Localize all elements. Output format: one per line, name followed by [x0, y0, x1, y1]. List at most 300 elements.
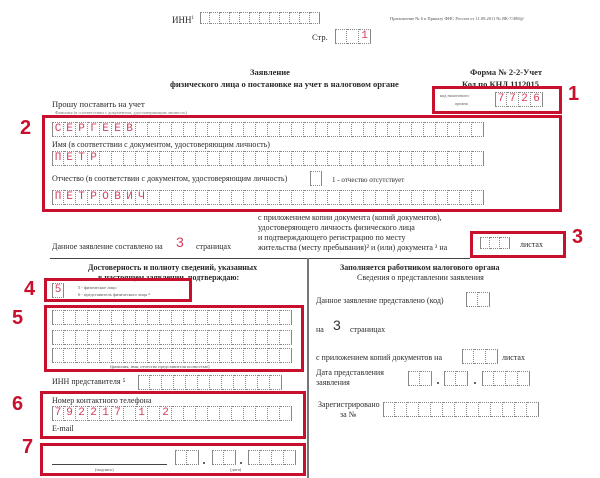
input-cell[interactable]	[388, 190, 400, 205]
input-cell[interactable]	[198, 375, 210, 390]
input-cell[interactable]: Р	[88, 151, 100, 166]
input-cell[interactable]	[376, 151, 388, 166]
input-cell[interactable]	[364, 151, 376, 166]
input-cell[interactable]	[244, 122, 256, 137]
input-cell[interactable]	[136, 348, 148, 363]
input-cell[interactable]	[290, 12, 300, 24]
input-cell[interactable]	[246, 375, 258, 390]
input-cell[interactable]	[280, 330, 292, 345]
input-cell[interactable]	[76, 348, 88, 363]
input-cell[interactable]	[187, 450, 199, 465]
input-cell[interactable]	[527, 402, 539, 417]
input-cell[interactable]	[292, 190, 304, 205]
input-cell[interactable]	[335, 29, 347, 44]
input-cell[interactable]	[256, 330, 268, 345]
attachments-line-3: и подтверждающего регистрацию по месту	[258, 233, 406, 242]
input-cell[interactable]	[304, 151, 316, 166]
signer-option-1: 5 - физическое лицо	[78, 285, 117, 290]
input-cell[interactable]: С	[52, 122, 64, 137]
input-cell[interactable]: В	[112, 190, 124, 205]
input-cell[interactable]	[462, 349, 474, 364]
input-cell[interactable]	[256, 310, 268, 325]
input-cell[interactable]	[407, 402, 419, 417]
input-cell[interactable]	[184, 190, 196, 205]
input-cell[interactable]	[184, 151, 196, 166]
input-cell[interactable]	[250, 12, 260, 24]
input-cell[interactable]	[340, 122, 352, 137]
input-cell[interactable]	[494, 371, 506, 386]
input-cell[interactable]	[268, 151, 280, 166]
registration-number-cells[interactable]	[383, 402, 539, 417]
input-cell[interactable]	[270, 375, 282, 390]
input-cell[interactable]	[148, 310, 160, 325]
no-patronymic-checkbox[interactable]	[310, 171, 322, 186]
input-cell[interactable]	[76, 330, 88, 345]
input-cell[interactable]	[175, 450, 187, 465]
office-pages-suffix: страницах	[350, 325, 386, 334]
input-cell[interactable]	[184, 406, 196, 421]
input-cell[interactable]	[160, 151, 172, 166]
input-cell[interactable]	[260, 450, 272, 465]
input-cell[interactable]	[328, 190, 340, 205]
input-cell[interactable]	[268, 406, 280, 421]
input-cell[interactable]: Г	[88, 122, 100, 137]
input-cell[interactable]	[244, 151, 256, 166]
input-cell[interactable]	[304, 122, 316, 137]
input-cell[interactable]	[220, 310, 232, 325]
input-cell[interactable]	[172, 348, 184, 363]
date-separator	[437, 382, 439, 384]
input-cell[interactable]	[136, 310, 148, 325]
input-cell[interactable]	[472, 151, 484, 166]
input-cell[interactable]	[208, 151, 220, 166]
input-cell[interactable]	[240, 12, 250, 24]
input-cell[interactable]	[518, 371, 530, 386]
signer-option-2: 6 - представитель физического лица ⁴	[78, 292, 150, 297]
tax-office-label-1: код налогового	[440, 93, 469, 98]
input-cell[interactable]	[212, 450, 224, 465]
input-cell[interactable]	[400, 151, 412, 166]
input-cell[interactable]	[412, 190, 424, 205]
input-cell[interactable]: Е	[100, 122, 112, 137]
input-cell[interactable]: 1	[136, 406, 148, 421]
attachments-line-1: с приложением копии документа (копий документов),	[258, 213, 442, 222]
input-cell[interactable]	[64, 310, 76, 325]
input-cell[interactable]	[256, 348, 268, 363]
input-cell[interactable]	[184, 310, 196, 325]
input-cell[interactable]	[248, 450, 260, 465]
input-cell[interactable]	[460, 151, 472, 166]
input-cell[interactable]: 6	[531, 92, 543, 107]
patronymic-cells[interactable]	[52, 190, 552, 205]
input-cell[interactable]	[52, 310, 64, 325]
input-cell[interactable]	[400, 190, 412, 205]
input-cell[interactable]	[232, 122, 244, 137]
input-cell[interactable]	[280, 190, 292, 205]
input-cell[interactable]	[436, 122, 448, 137]
input-cell[interactable]	[352, 190, 364, 205]
input-cell[interactable]	[184, 122, 196, 137]
input-cell[interactable]: Е	[64, 151, 76, 166]
input-cell[interactable]	[244, 190, 256, 205]
input-cell[interactable]	[162, 375, 174, 390]
input-cell[interactable]	[500, 237, 510, 249]
input-cell[interactable]	[316, 190, 328, 205]
input-cell[interactable]	[150, 375, 162, 390]
input-cell[interactable]	[292, 151, 304, 166]
input-cell[interactable]: 7	[495, 92, 507, 107]
input-cell[interactable]	[208, 122, 220, 137]
input-cell[interactable]	[515, 402, 527, 417]
input-cell[interactable]: 7	[507, 92, 519, 107]
input-cell[interactable]	[220, 122, 232, 137]
input-cell[interactable]	[260, 12, 270, 24]
input-cell[interactable]	[503, 402, 515, 417]
input-cell[interactable]	[52, 330, 64, 345]
input-cell[interactable]	[220, 406, 232, 421]
submission-date-day[interactable]	[408, 371, 432, 386]
representative-row-1[interactable]	[52, 310, 292, 325]
input-cell[interactable]	[340, 151, 352, 166]
input-cell[interactable]	[300, 12, 310, 24]
input-cell[interactable]: 7	[112, 406, 124, 421]
marker-3: 3	[572, 226, 584, 248]
input-cell[interactable]	[424, 190, 436, 205]
input-cell[interactable]	[224, 450, 236, 465]
input-cell[interactable]: Ч	[136, 190, 148, 205]
input-cell[interactable]	[200, 12, 210, 24]
input-cell[interactable]	[352, 151, 364, 166]
input-cell[interactable]	[460, 122, 472, 137]
input-cell[interactable]	[364, 190, 376, 205]
input-cell[interactable]	[172, 330, 184, 345]
input-cell[interactable]	[112, 310, 124, 325]
input-cell[interactable]	[256, 406, 268, 421]
section-divider	[50, 258, 470, 259]
input-cell[interactable]	[412, 122, 424, 137]
input-cell[interactable]: Р	[88, 190, 100, 205]
input-cell[interactable]: 1	[100, 406, 112, 421]
rep-inn-cells[interactable]	[138, 375, 282, 390]
input-cell[interactable]	[448, 190, 460, 205]
input-cell[interactable]	[232, 310, 244, 325]
input-cell[interactable]: 2	[160, 406, 172, 421]
input-cell[interactable]	[160, 190, 172, 205]
input-cell[interactable]	[112, 348, 124, 363]
input-cell[interactable]	[88, 310, 100, 325]
attachments-sheets-cells[interactable]	[480, 237, 510, 249]
input-cell[interactable]	[244, 406, 256, 421]
input-cell[interactable]	[482, 371, 494, 386]
input-cell[interactable]	[328, 122, 340, 137]
input-cell[interactable]	[268, 348, 280, 363]
submission-date-month[interactable]	[444, 371, 468, 386]
input-cell[interactable]	[506, 371, 518, 386]
input-cell[interactable]	[196, 330, 208, 345]
input-cell[interactable]	[364, 122, 376, 137]
input-cell[interactable]	[88, 330, 100, 345]
input-cell[interactable]	[124, 330, 136, 345]
input-cell[interactable]	[280, 12, 290, 24]
input-cell[interactable]	[244, 330, 256, 345]
input-cell[interactable]	[196, 348, 208, 363]
input-cell[interactable]	[172, 406, 184, 421]
input-cell[interactable]	[272, 450, 284, 465]
input-cell[interactable]	[419, 402, 431, 417]
input-cell[interactable]	[280, 122, 292, 137]
input-cell[interactable]	[424, 151, 436, 166]
input-cell[interactable]: Т	[76, 190, 88, 205]
input-cell[interactable]: 2	[76, 406, 88, 421]
signer-type-cell[interactable]: 5	[52, 283, 64, 298]
input-cell[interactable]	[460, 190, 472, 205]
input-cell[interactable]	[148, 330, 160, 345]
input-cell[interactable]	[222, 375, 234, 390]
office-attach-suffix: листах	[502, 353, 525, 362]
input-cell[interactable]	[244, 348, 256, 363]
input-cell[interactable]	[347, 29, 359, 44]
input-cell[interactable]	[124, 310, 136, 325]
input-cell[interactable]	[292, 122, 304, 137]
input-cell[interactable]: 2	[519, 92, 531, 107]
input-cell[interactable]	[424, 122, 436, 137]
input-cell[interactable]	[174, 375, 186, 390]
input-cell[interactable]	[124, 151, 136, 166]
inn-cells[interactable]	[200, 12, 320, 24]
input-cell[interactable]	[376, 122, 388, 137]
office-pages-value[interactable]: 3	[333, 317, 341, 333]
input-cell[interactable]	[420, 371, 432, 386]
input-cell[interactable]	[232, 151, 244, 166]
sign-date-year[interactable]	[248, 450, 296, 465]
input-cell[interactable]	[184, 348, 196, 363]
input-cell[interactable]	[124, 406, 136, 421]
input-cell[interactable]	[328, 151, 340, 166]
input-cell[interactable]	[444, 371, 456, 386]
input-cell[interactable]	[234, 375, 246, 390]
input-cell[interactable]	[184, 330, 196, 345]
input-cell[interactable]	[208, 348, 220, 363]
input-cell[interactable]	[100, 310, 112, 325]
input-cell[interactable]: О	[100, 190, 112, 205]
input-cell[interactable]: 9	[64, 406, 76, 421]
input-cell[interactable]	[160, 348, 172, 363]
marker-6: 6	[12, 393, 24, 415]
input-cell[interactable]	[196, 406, 208, 421]
input-cell[interactable]	[76, 310, 88, 325]
input-cell[interactable]	[160, 310, 172, 325]
input-cell[interactable]	[490, 237, 500, 249]
input-cell[interactable]	[172, 310, 184, 325]
input-cell[interactable]	[400, 122, 412, 137]
input-cell[interactable]	[258, 375, 270, 390]
input-cell[interactable]	[388, 151, 400, 166]
input-cell[interactable]	[388, 122, 400, 137]
phone-cells[interactable]	[52, 406, 292, 421]
sign-date-month[interactable]	[212, 450, 236, 465]
input-cell[interactable]	[352, 122, 364, 137]
input-cell[interactable]	[112, 330, 124, 345]
input-cell[interactable]	[160, 330, 172, 345]
input-cell[interactable]	[268, 122, 280, 137]
name-cells[interactable]	[52, 151, 552, 166]
input-cell[interactable]	[232, 190, 244, 205]
input-cell[interactable]	[479, 402, 491, 417]
input-cell[interactable]	[196, 190, 208, 205]
input-cell[interactable]	[100, 151, 112, 166]
input-cell[interactable]	[436, 190, 448, 205]
input-cell[interactable]	[472, 190, 484, 205]
input-cell[interactable]	[256, 151, 268, 166]
input-cell[interactable]	[64, 348, 76, 363]
input-cell[interactable]	[280, 406, 292, 421]
input-cell[interactable]	[220, 190, 232, 205]
input-cell[interactable]	[456, 371, 468, 386]
input-cell[interactable]	[136, 151, 148, 166]
input-cell[interactable]	[196, 122, 208, 137]
input-cell[interactable]	[232, 406, 244, 421]
input-cell[interactable]: П	[52, 151, 64, 166]
input-cell[interactable]: Р	[76, 122, 88, 137]
input-cell[interactable]	[316, 122, 328, 137]
input-cell[interactable]	[172, 151, 184, 166]
input-cell[interactable]	[270, 12, 280, 24]
page-label: Стр.	[312, 32, 328, 42]
input-cell[interactable]	[172, 122, 184, 137]
input-cell[interactable]	[100, 330, 112, 345]
input-cell[interactable]	[208, 330, 220, 345]
input-cell[interactable]	[136, 122, 148, 137]
input-cell[interactable]	[138, 375, 150, 390]
input-cell[interactable]	[256, 122, 268, 137]
representative-row-3[interactable]	[52, 348, 292, 363]
input-cell[interactable]	[220, 348, 232, 363]
input-cell[interactable]	[431, 402, 443, 417]
submission-date-year[interactable]	[482, 371, 530, 386]
input-cell[interactable]	[466, 292, 478, 307]
input-cell[interactable]	[256, 190, 268, 205]
input-cell[interactable]	[208, 310, 220, 325]
input-cell[interactable]	[310, 12, 320, 24]
input-cell[interactable]	[474, 349, 486, 364]
sign-date-day[interactable]	[175, 450, 199, 465]
input-cell[interactable]: Е	[112, 122, 124, 137]
input-cell[interactable]	[52, 348, 64, 363]
pages-value[interactable]: 3	[176, 234, 184, 250]
input-cell[interactable]	[486, 349, 498, 364]
attachments-line-2: удостоверяющего личность физического лица	[258, 223, 415, 232]
input-cell[interactable]	[196, 310, 208, 325]
representative-row-2[interactable]	[52, 330, 292, 345]
surname-cells[interactable]	[52, 122, 552, 137]
input-cell[interactable]	[395, 402, 407, 417]
input-cell[interactable]	[148, 348, 160, 363]
input-cell[interactable]	[230, 12, 240, 24]
input-cell[interactable]	[232, 330, 244, 345]
input-cell[interactable]	[124, 348, 136, 363]
office-attach-cells[interactable]	[462, 349, 498, 364]
input-cell[interactable]	[208, 406, 220, 421]
input-cell[interactable]	[304, 190, 316, 205]
input-cell[interactable]: В	[124, 122, 136, 137]
marker-4: 4	[24, 278, 36, 300]
input-cell[interactable]	[196, 151, 208, 166]
input-cell[interactable]	[408, 371, 420, 386]
input-cell[interactable]	[284, 450, 296, 465]
input-cell[interactable]	[64, 330, 76, 345]
signature-line[interactable]	[52, 464, 167, 465]
input-cell[interactable]	[244, 310, 256, 325]
input-cell[interactable]	[220, 330, 232, 345]
input-cell[interactable]	[148, 122, 160, 137]
input-cell[interactable]	[172, 190, 184, 205]
input-cell[interactable]	[268, 190, 280, 205]
input-cell[interactable]	[448, 122, 460, 137]
input-cell[interactable]	[455, 402, 467, 417]
input-cell[interactable]: Е	[64, 190, 76, 205]
input-cell[interactable]	[208, 190, 220, 205]
input-cell[interactable]: 7	[52, 406, 64, 421]
input-cell[interactable]	[443, 402, 455, 417]
registered-label-2: за №	[340, 410, 357, 419]
input-cell[interactable]	[478, 292, 490, 307]
knd-code: Код по КНД 1112015	[462, 79, 540, 89]
submission-date-label-1: Дата представления	[316, 368, 384, 377]
input-cell[interactable]	[112, 151, 124, 166]
input-cell[interactable]	[268, 310, 280, 325]
input-cell[interactable]	[383, 402, 395, 417]
tax-office-code-cells[interactable]	[495, 92, 543, 107]
input-cell[interactable]	[412, 151, 424, 166]
input-cell[interactable]	[376, 190, 388, 205]
input-cell[interactable]	[136, 330, 148, 345]
input-cell[interactable]	[148, 406, 160, 421]
input-cell[interactable]	[280, 348, 292, 363]
input-cell[interactable]: Е	[64, 122, 76, 137]
input-cell[interactable]	[232, 348, 244, 363]
input-cell[interactable]	[491, 402, 503, 417]
input-cell[interactable]	[100, 348, 112, 363]
input-cell[interactable]	[160, 122, 172, 137]
input-cell[interactable]	[220, 12, 230, 24]
input-cell[interactable]	[220, 151, 232, 166]
signer-type-highlight	[44, 278, 192, 302]
input-cell[interactable]	[148, 190, 160, 205]
input-cell[interactable]	[436, 151, 448, 166]
input-cell[interactable]	[467, 402, 479, 417]
input-cell[interactable]	[88, 348, 100, 363]
input-cell[interactable]	[280, 310, 292, 325]
input-cell[interactable]	[316, 151, 328, 166]
input-cell[interactable]	[210, 12, 220, 24]
input-cell[interactable]: И	[124, 190, 136, 205]
input-cell[interactable]: П	[52, 190, 64, 205]
input-cell[interactable]	[148, 151, 160, 166]
input-cell[interactable]: 2	[88, 406, 100, 421]
input-cell[interactable]	[268, 330, 280, 345]
input-cell[interactable]: 1	[359, 29, 371, 44]
input-cell[interactable]	[210, 375, 222, 390]
input-cell[interactable]	[186, 375, 198, 390]
input-cell[interactable]	[448, 151, 460, 166]
input-cell[interactable]	[340, 190, 352, 205]
input-cell[interactable]	[480, 237, 490, 249]
page-number-cells[interactable]	[335, 29, 371, 44]
input-cell[interactable]	[280, 151, 292, 166]
input-cell[interactable]: Т	[76, 151, 88, 166]
input-cell[interactable]	[472, 122, 484, 137]
submission-code-cells[interactable]	[466, 292, 490, 307]
